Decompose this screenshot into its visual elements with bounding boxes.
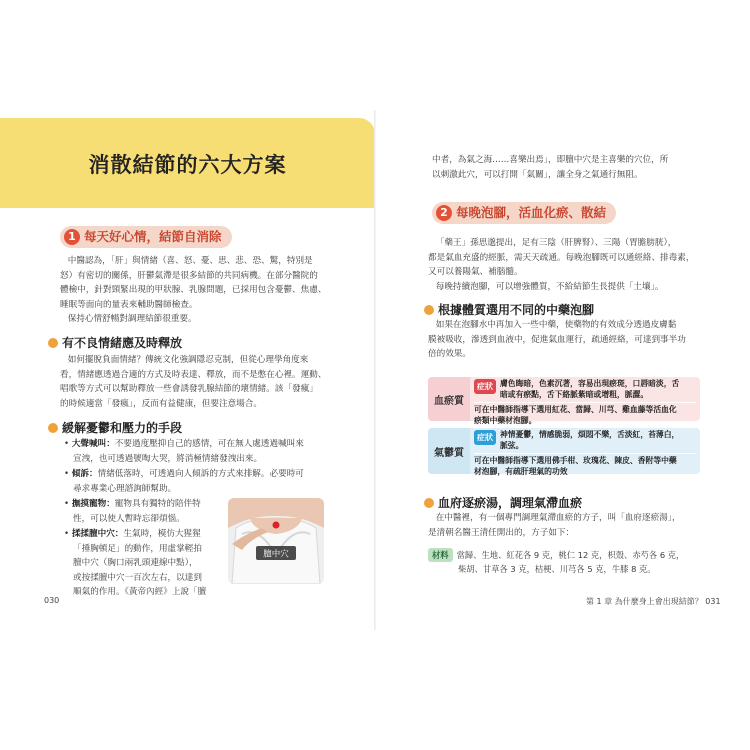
list-item-key: 大聲喊叫：: [71, 439, 115, 449]
subheading-release-emotions: [48, 334, 182, 351]
row-content: [470, 428, 700, 474]
symptom-text: 神情憂鬱，情感脆弱，煩悶不樂，舌淡紅，苔薄白，: [500, 430, 680, 439]
bullet-icon: [48, 423, 58, 433]
decoction-line: 在中醫裡，有一個專門調理氣滯血瘀的方子，叫「血府逐瘀湯」，: [435, 513, 681, 523]
herbal-paragraph: [428, 318, 712, 362]
subheading-text: 有不良情緒應及時釋放: [62, 336, 183, 350]
footbath-line: 又可以養陽氣、補腦髓。: [428, 267, 523, 277]
list-item-text: 「捶胸頓足」的動作，用虛掌輕拍: [73, 543, 202, 554]
bullet-icon: [48, 338, 58, 348]
footbath-line: 每晚持續泡腳，可以增強體質，不給結節生長提供「土壤」。: [435, 281, 664, 292]
list-item-key: 傾訴：: [71, 469, 98, 479]
list-item-key: 撫摸寵物：: [71, 499, 115, 509]
materials-text: 柴胡、甘草各 3 克，桔梗、川芎各 5 克，牛膝 8 克。: [458, 564, 656, 574]
row-divider: [474, 453, 696, 454]
intro-line: 中醫認為，「肝」與情緒（喜、怒、憂、思、悲、恐、驚，特別是: [67, 256, 313, 266]
list-item-text: 性，可以使人暫時忘卻煩惱。: [73, 513, 185, 524]
continued-line: 以刺激此穴，可以打開「氣關」，讓全身之氣通行無阻。: [432, 169, 643, 180]
footbath-paragraph: [428, 236, 712, 294]
list-item-text: 寵物具有獨特的陪伴特: [114, 499, 201, 509]
intro-line: 睡眠等面向的量表來輔助醫師檢查。: [60, 299, 198, 310]
section-1-heading: [60, 226, 232, 248]
continued-line: 中者，為氣之海……喜樂出焉」，即膻中穴是主喜樂的穴位，所: [432, 155, 669, 165]
photo-label: 膻中穴: [263, 549, 289, 560]
list-item-text: 生氣時，模仿大猩猩: [123, 529, 201, 539]
materials-text: 當歸、生地、紅花各 9 克，桃仁 12 克，枳殼、赤芍各 6 克，: [456, 550, 685, 560]
page-number-left: 030: [44, 596, 60, 605]
symptom-tag: 症狀: [474, 379, 496, 394]
remedy-text: 瘀類中藥材泡腳。: [474, 415, 537, 425]
list-item-key: 揉揉膻中穴：: [71, 529, 124, 539]
list-item-text: 順氣的作用。《黃帝內經》上說「膻: [73, 587, 207, 597]
acupoint-marker: [273, 522, 280, 529]
release-paragraph: [60, 353, 342, 411]
decoction-paragraph: [428, 511, 712, 540]
release-line: 的時候適當「發瘋」，反而有益健康，但要注意場合。: [60, 398, 262, 409]
remedy-text: 材泡腳，有疏肝理氣的功效: [474, 466, 568, 476]
row-divider: [474, 402, 696, 403]
herbal-line: 膜被吸收，滲透到血液中，促進氣血運行，疏通經絡，可達到事半功: [428, 334, 686, 345]
subheading-text: 根據體質選用不同的中藥泡腳: [438, 303, 595, 317]
bullet-icon: [424, 305, 434, 315]
list-item-confide: • 傾訴：情緒低落時，可透過向人傾訴的方式來排解。必要時可 尋求專業心理諮詢師幫助。: [64, 467, 344, 496]
list-item-text: 宣洩，也可透過號啕大哭，將消極情緒發洩出來。: [73, 453, 263, 464]
section-2-number: 2: [436, 205, 452, 221]
subheading-text: 緩解憂鬱和壓力的手段: [62, 421, 183, 435]
category-label: 血瘀質: [428, 377, 470, 421]
release-line: 如何擺脫負面情緒？傳統文化強調隱忍克制，但從心理學角度來: [67, 355, 309, 365]
materials-tag: 材料: [428, 548, 453, 562]
intro-line: 體檢中，針對頸緊出現的甲狀腺、乳腺問題，已採用包含憂鬱、焦慮、: [60, 285, 327, 295]
category-label: 氣鬱質: [428, 428, 470, 474]
chapter-title: 消散結節的六大方案: [88, 153, 287, 177]
herbal-line: 倍的效果。: [428, 349, 471, 359]
list-item-text: 不要過度壓抑自己的感情，可在無人處透過喊叫來: [114, 439, 304, 449]
section-1-number: 1: [64, 229, 80, 245]
section-2-title: 每晚泡腳，活血化瘀、散結: [456, 205, 607, 220]
intro-line: 怒）有密切的關係，肝鬱氣滯是很多結節的共同病機。在部分醫院的: [60, 270, 318, 281]
intro-paragraph: [60, 254, 340, 327]
release-line: 唱歌等方式可以幫助釋放一些會誘發乳腺結節的壞情緒。該「發瘋」: [60, 384, 318, 394]
symptom-text: 脈弦。: [500, 440, 524, 450]
materials-list: [428, 548, 704, 576]
subheading-decoction: [424, 494, 582, 511]
subheading-relieve-stress: [48, 419, 182, 436]
list-item-shout: • 大聲喊叫：不要過度壓抑自己的感情，可在無人處透過喊叫來 宣洩，也可透過號啕大哭，將消極情緒發洩出來。: [64, 437, 344, 466]
intro-line: 保持心情舒暢對調理結節很重要。: [67, 314, 197, 324]
section-1-title: 每天好心情，結節自消除: [84, 229, 222, 244]
symptom-tag: 症狀: [474, 430, 496, 445]
symptom-text: 暗或有瘀點，舌下絡脈紫暗或增粗，脈澀。: [500, 389, 649, 399]
subheading-text: 血府逐瘀湯，調理氣滯血瘀: [438, 496, 583, 510]
acupoint-illustration: [228, 498, 324, 584]
list-item-text: 膻中穴（胸口兩乳頭連線中點），: [73, 558, 198, 568]
decoction-line: 是清朝名醫王清任開出的，方子如下：: [428, 527, 575, 538]
list-item-text: 情緒低落時，可透過向人傾訴的方式來排解。必要時可: [97, 469, 304, 479]
continued-paragraph: [432, 153, 714, 182]
section-2-heading: [432, 202, 616, 224]
right-page: [375, 0, 750, 750]
page-footer-right: 第 1 章 為什麼身上會出現結節？ 031: [586, 597, 721, 606]
herbal-line: 如果在泡腳水中再加入一些中藥，使藥物的有效成分透過皮膚黏: [435, 320, 677, 330]
list-item-pets: • 撫摸寵物：寵物具有獨特的陪伴特 性，可以使人暫時忘卻煩惱。: [64, 497, 344, 526]
symptom-text: 膚色晦暗，色素沉著，容易出現瘀斑，口唇暗淡，舌: [500, 379, 680, 388]
footbath-line: 「藥王」孫思邈提出，足有三陰（肝脾腎）、三陽（胃膽膀胱），: [435, 238, 677, 248]
footbath-line: 都是氣血充盛的經脈，需天天疏通。每晚泡腳既可以通經絡、排毒素，: [428, 252, 695, 263]
list-item-acupoint: • 揉揉膻中穴：生氣時，模仿大猩猩 「捶胸頓足」的動作，用虛掌輕拍 膻中穴（胸口兩乳頭連線中點）， 或按揉膻中穴一百次左右，以達到 順氣的作用。《黃帝內經》上說「膻: [64, 527, 344, 600]
row-content: [470, 377, 700, 425]
bullet-icon: [424, 498, 434, 508]
list-item-text: 或按揉膻中穴一百次左右，以達到: [73, 572, 202, 583]
remedy-text: 可在中醫師指導下選用佛手柑、玫瑰花、陳皮、香附等中藥: [474, 456, 677, 465]
acupoint-photo: [228, 498, 324, 584]
list-item-text: 尋求專業心理諮詢師幫助。: [73, 483, 177, 494]
table-row-blood-stasis: [428, 377, 700, 425]
release-line: 看，情緒應透過合適的方式及時表達、釋放，而不是憋在心裡。運動、: [60, 369, 327, 380]
remedy-text: 可在中醫師指導下選用紅花、當歸、川芎、雞血藤等活血化: [474, 405, 677, 414]
subheading-herbal-footbath: [424, 301, 594, 318]
table-row-qi-stagnation: [428, 428, 700, 474]
